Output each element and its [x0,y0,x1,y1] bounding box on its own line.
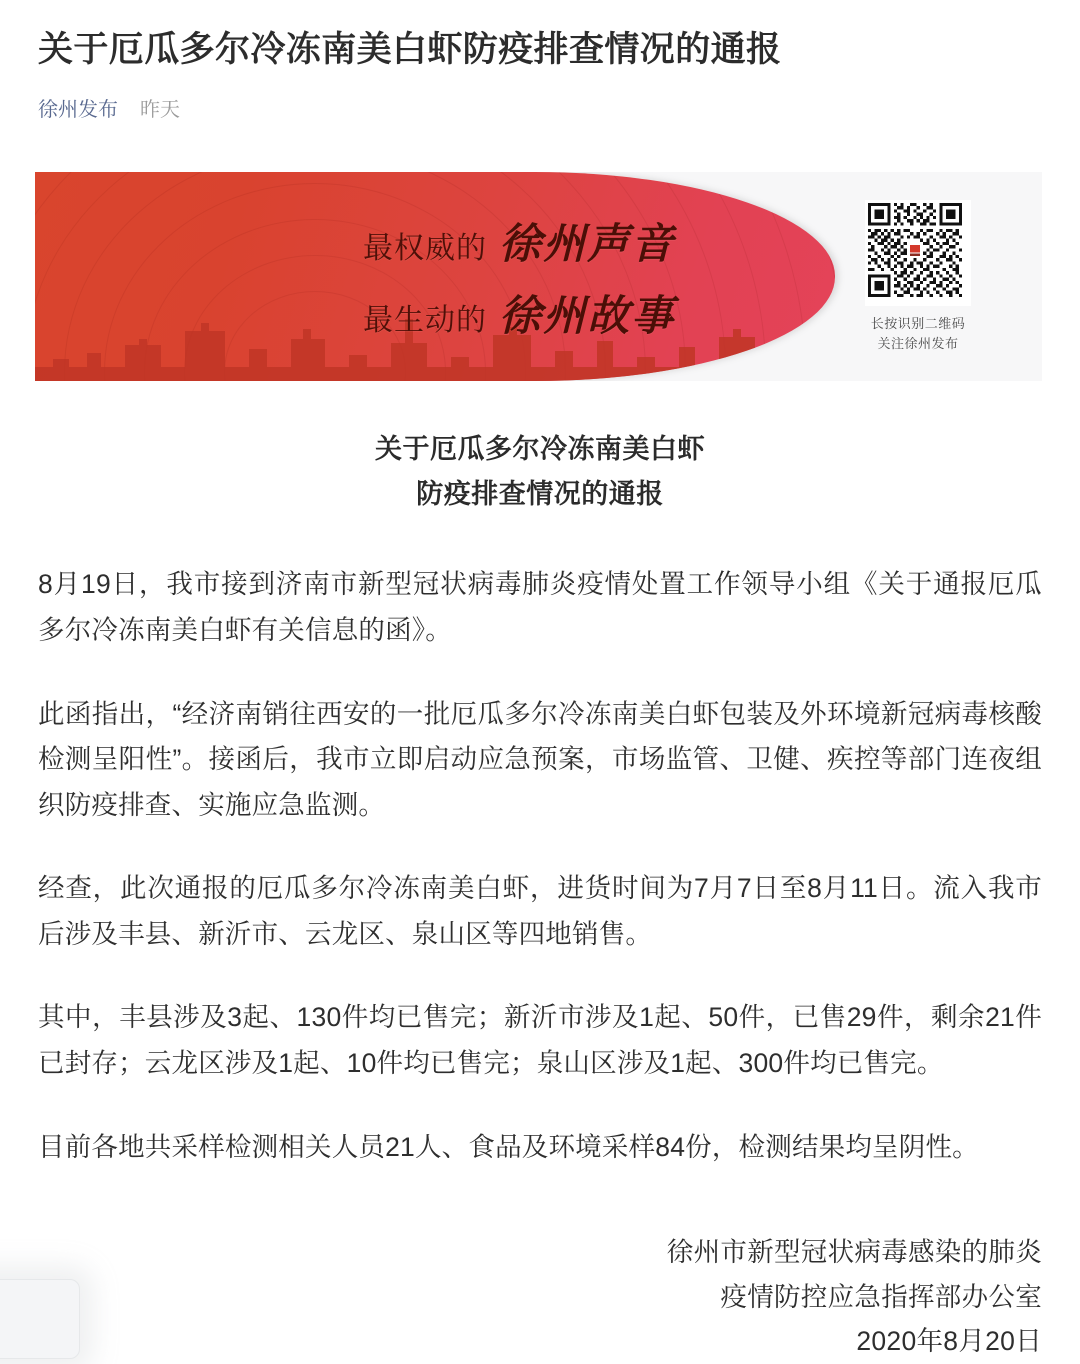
signature-date: 2020年8月20日 [856,1326,1042,1357]
banner-slogan-line1-brush: 徐州声音 [498,218,675,268]
qr-caption [871,314,966,353]
byline [0,73,1080,122]
document-heading-line-1: 关于厄瓜多尔冷冻南美白虾 [375,434,705,465]
qr-code-image[interactable] [865,200,971,306]
document-heading-line-2: 防疫排查情况的通报 [416,478,664,509]
signature-organization-line-2: 疫情防控应急指挥部办公室 [720,1281,1042,1312]
paragraph-4: 其中，丰县涉及3起、130件均已售完；新沂市涉及1起、50件，已售29件，剩余21件已封存；云龙区涉及1起、10件均已售完；泉山区涉及1起、300件均已售完。 [38,1002,1042,1078]
qr-caption-line-2: 关注徐州发布 [877,335,959,351]
banner-slogan [35,172,835,381]
signature-organization-line-1: 徐州市新型冠状病毒感染的肺炎 [666,1237,1042,1268]
banner-image[interactable] [35,172,1042,381]
page-title: 关于厄瓜多尔冷冻南美白虾防疫排查情况的通报 [38,30,782,69]
banner-red-panel [35,172,835,381]
banner-slogan-line2-plain: 最生动的 [362,303,487,337]
paragraph-3: 经查，此次通报的厄瓜多尔冷冻南美白虾，进货时间为7月7日至8月11日。流入我市后涉及丰县、新沂市、云龙区、泉山区等四地销售。 [38,873,1042,949]
banner-slogan-line1-plain: 最权威的 [362,231,487,265]
qr-caption-line-1: 长按识别二维码 [870,316,966,332]
floating-corner-card[interactable] [0,1279,80,1359]
paragraph-5: 目前各地共采样检测相关人员21人、食品及环境采样84份，检测结果均呈阴性。 [38,1131,979,1162]
document-body [0,427,1080,1363]
paragraph-1: 8月19日，我市接到济南市新型冠状病毒肺炎疫情处置工作领导小组《关于通报厄瓜多尔冷冻南美白虾有关信息的函》。 [38,569,1042,645]
banner-slogan-line2-brush: 徐州故事 [498,290,675,340]
banner-slogan-line-1 [363,211,675,271]
account-name-link[interactable]: 徐州发布 [38,99,118,122]
signature-block [38,1230,1042,1364]
paragraph-2: 此函指出，“经济南销往西安的一批厄瓜多尔冷冻南美白虾包装及外环境新冠病毒核酸检测呈阳性”。接函后，我市立即启动应急预案，市场监管、卫健、疾控等部门连夜组织防疫排查、实施应急监测。 [38,698,1042,820]
publish-time: 昨天 [140,99,180,122]
banner-slogan-line-2 [363,283,675,343]
document-heading [38,427,1042,516]
qr-block[interactable] [794,172,1042,381]
